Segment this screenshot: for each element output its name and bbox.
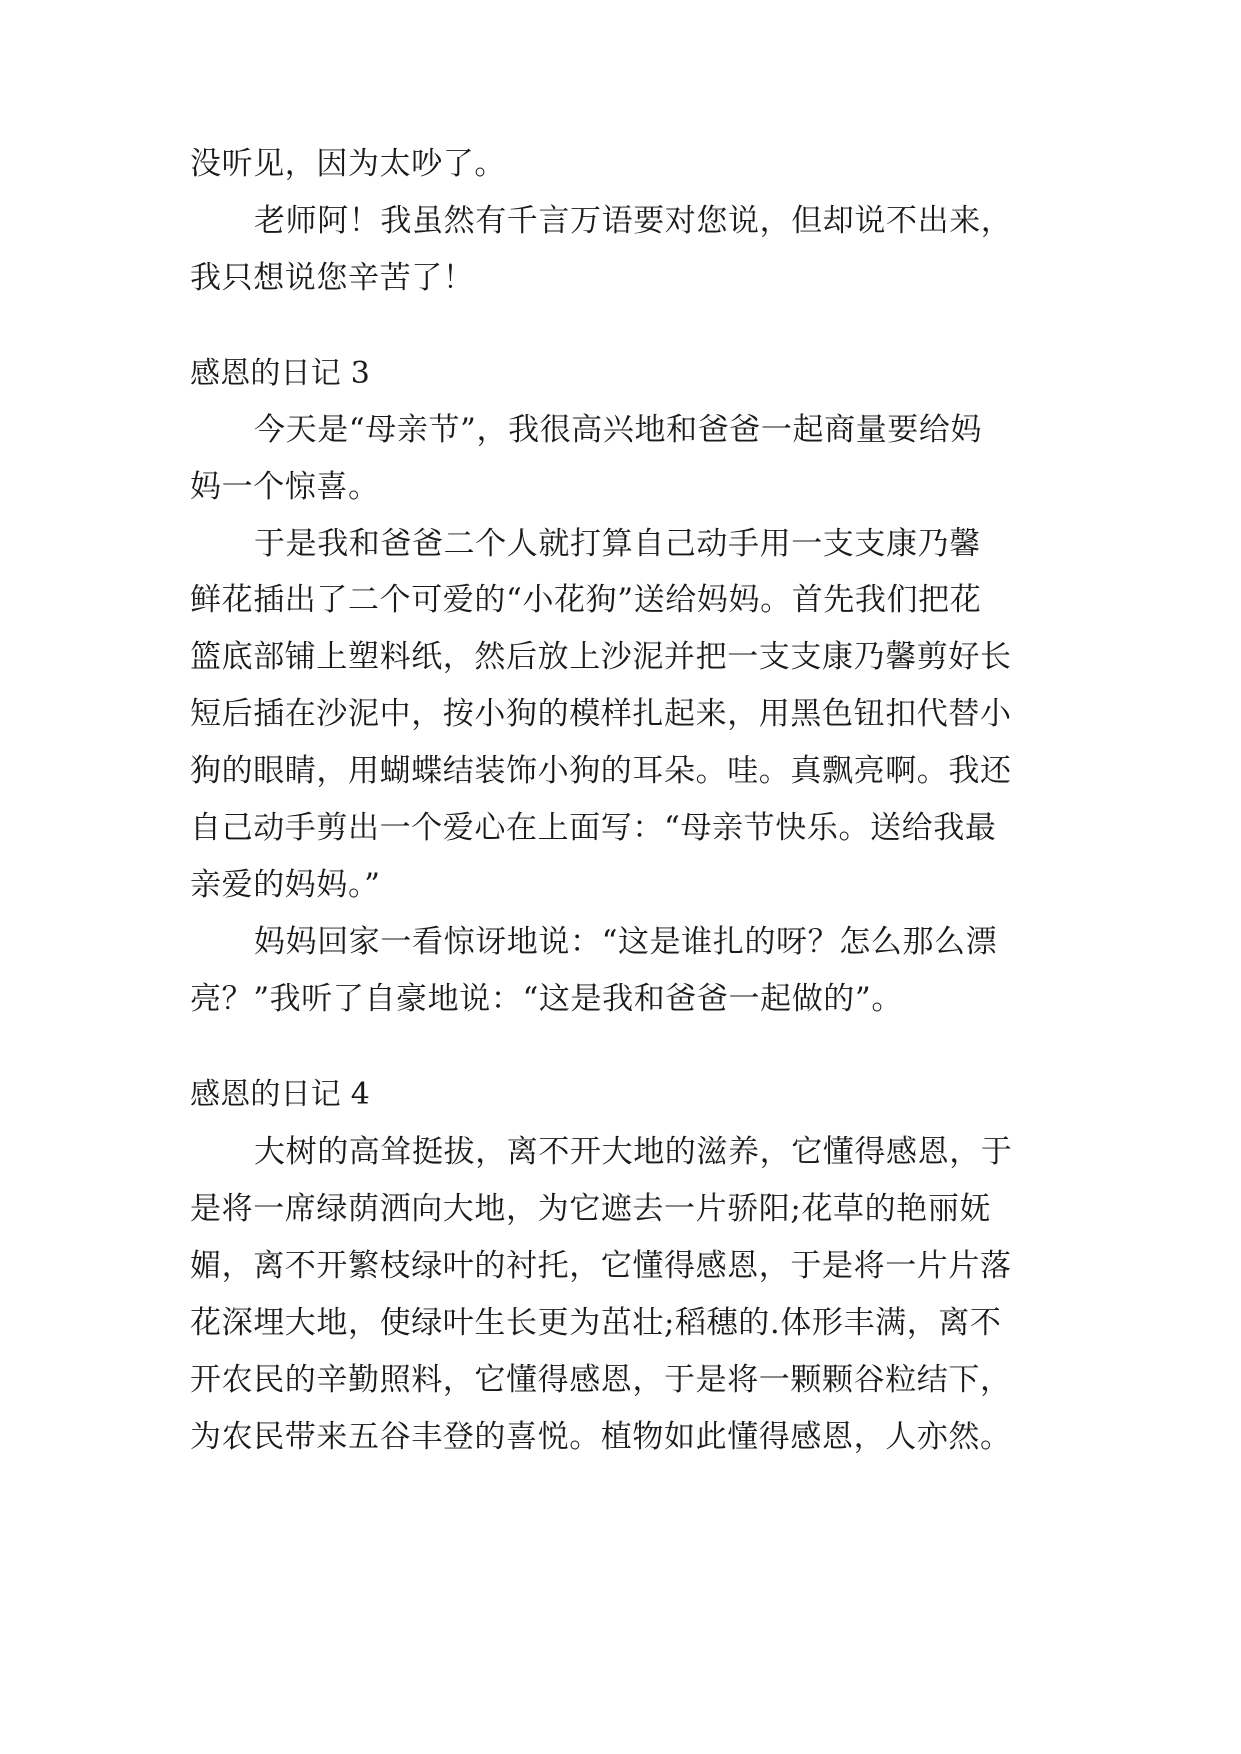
paragraph-line: 亮？”我听了自豪地说：“这是我和爸爸一起做的”。 [190, 981, 903, 1017]
paragraph-line: 老师阿！我虽然有千言万语要对您说，但却说不出来， [254, 203, 1013, 239]
paragraph-line: 篮底部铺上塑料纸，然后放上沙泥并把一支支康乃馨剪好长 [190, 639, 1012, 675]
section-heading: 感恩的日记 4 [190, 1077, 371, 1112]
paragraph-line: 鲜花插出了二个可爱的“小花狗”送给妈妈。首先我们把花 [190, 582, 982, 618]
paragraph-line: 于是我和爸爸二个人就打算自己动手用一支支康乃馨 [254, 526, 981, 562]
paragraph-line: 为农民带来五谷丰登的喜悦。植物如此懂得感恩，人亦然。 [190, 1419, 1012, 1455]
paragraph-line: 是将一席绿荫洒向大地，为它遮去一片骄阳;花草的艳丽妩 [190, 1191, 992, 1227]
paragraph-line: 我只想说您辛苦了！ [190, 260, 475, 296]
paragraph-line: 自己动手剪出一个爱心在上面写：“母亲节快乐。送给我最 [190, 810, 997, 846]
paragraph-line: 妈一个惊喜。 [190, 469, 380, 505]
paragraph-line: 狗的眼睛，用蝴蝶结装饰小狗的耳朵。哇。真飘亮啊。我还 [190, 753, 1012, 789]
paragraph-line: 媚，离不开繁枝绿叶的衬托，它懂得感恩，于是将一片片落 [190, 1248, 1012, 1284]
paragraph-line: 今天是“母亲节”，我很高兴地和爸爸一起商量要给妈 [254, 412, 983, 448]
paragraph-line: 花深埋大地，使绿叶生长更为茁壮;稻穗的.体形丰满，离不 [190, 1305, 1002, 1341]
section-heading: 感恩的日记 3 [190, 356, 371, 391]
paragraph-line: 大树的高耸挺拔，离不开大地的滋养，它懂得感恩，于 [254, 1134, 1013, 1170]
paragraph-line: 没听见，因为太吵了。 [190, 146, 506, 182]
paragraph-line: 短后插在沙泥中，按小狗的模样扎起来，用黑色钮扣代替小 [190, 696, 1012, 732]
paragraph-line: 开农民的辛勤照料，它懂得感恩，于是将一颗颗谷粒结下， [190, 1362, 1012, 1398]
paragraph-line: 亲爱的妈妈。” [190, 867, 381, 903]
paragraph-line: 妈妈回家一看惊讶地说：“这是谁扎的呀？怎么那么漂 [254, 924, 998, 960]
